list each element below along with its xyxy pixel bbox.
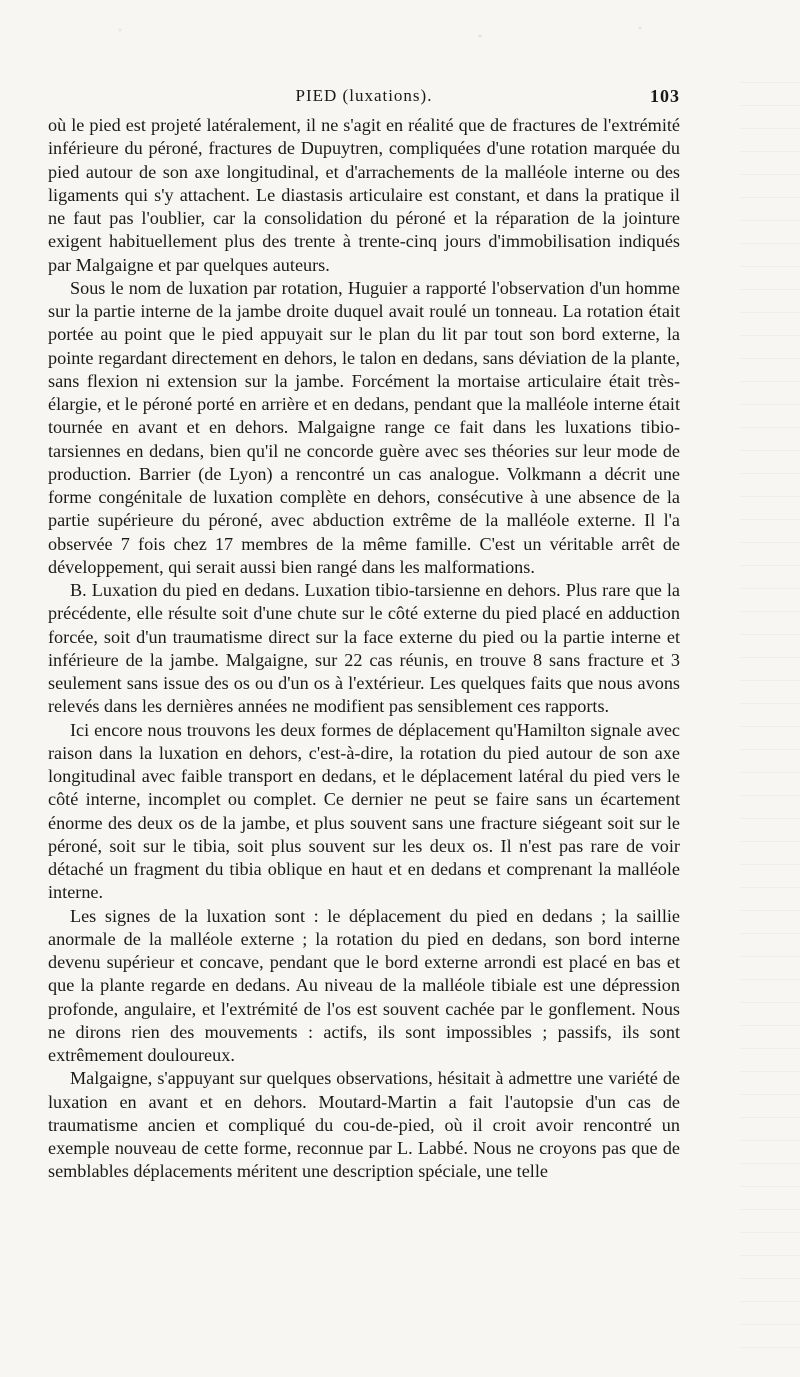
scan-noise (0, 0, 800, 60)
running-header (48, 86, 680, 112)
paragraph: Sous le nom de luxation par rotation, Huguier a rapporté l'observation d'un homme sur la partie interne de la jambe droite duquel avait roulé un tonneau. La rotation était portée au point que le pied appuyait sur le plan du lit par tout son bord externe, la pointe regardant directement en dehors, le talon en dedans, sans déviation de la plante, sans flexion ni extension sur la jambe. Forcément la mortaise articulaire était très-élargie, et le péroné porté en arrière et en dedans, pendant que la malléole interne était tournée en avant et en dehors. Malgaigne range ce fait dans les luxations tibio-tarsiennes en dedans, bien qu'il ne concorde guère avec ses théories sur leur mode de production. Barrier (de Lyon) a rencontré un cas analogue. Volkmann a décrit une forme congénitale de luxation complète en dehors, consécutive à une absence de la partie supérieure du péroné, avec abduction extrême de la malléole externe. Il l'a observée 7 fois chez 17 membres de la même famille. C'est un véritable arrêt de développement, qui serait aussi bien rangé dans les malformations. (48, 277, 680, 577)
paragraph: Malgaigne, s'appuyant sur quelques observations, hésitait à admettre une variété de luxation en avant et en dehors. Moutard-Martin a fait l'autopsie d'un cas de traumatisme ancien et compliqué du cou-de-pied, où il croit avoir rencontré un exemple nouveau de cette forme, reconnue par L. Labbé. Nous ne croyons pas que de semblables déplacements méritent une description spéciale, une telle (48, 1068, 680, 1182)
page-number: 103 (650, 86, 680, 106)
paragraph: Ici encore nous trouvons les deux formes de déplacement qu'Hamilton signale avec raison dans la luxation en dehors, c'est-à-dire, la rotation du pied autour de son axe longitudinal avec faible transport en dedans, et le déplacement latéral du pied vers le côté interne, incomplet ou complet. Ce dernier ne peut se faire sans un écartement énorme des deux os de la jambe, et plus souvent sans une fracture siégeant soit sur le péroné, soit sur le tibia, soit plus souvent sur les deux os. Il n'est pas rare de voir détaché un fragment du tibia oblique en haut et en dedans et comprenant la malléole interne. (48, 719, 680, 903)
paragraph: Les signes de la luxation sont : le déplacement du pied en dedans ; la saillie anormale de la malléole externe ; la rotation du pied en dedans, son bord interne devenu supérieur et concave, pendant que le bord externe arrondi est placé en bas et que la plante regarde en dedans. Au niveau de la malléole tibiale est une dépression profonde, angulaire, et l'extrémité de l'os est souvent cachée par le gonflement. Nous ne dirons rien des mouvements : actifs, ils sont impossibles ; passifs, ils sont extrêmement douloureux. (48, 905, 680, 1065)
body-text (48, 114, 680, 1184)
paragraph: B. Luxation du pied en dedans. Luxation tibio-tarsienne en dehors. Plus rare que la précédente, elle résulte soit d'une chute sur le côté externe du pied placé en adduction forcée, soit d'un traumatisme direct sur la face externe du pied ou la partie interne et inférieure de la jambe. Malgaigne, sur 22 cas réunis, en trouve 8 sans fracture et 3 seulement sans issue des os ou d'un os à l'extérieur. Les quelques faits que nous avons relevés dans les dernières années ne modifient pas sensiblement ces rapports. (48, 580, 680, 717)
paragraph: où le pied est projeté latéralement, il ne s'agit en réalité que de fractures de l'extrémité inférieure du péroné, fractures de Dupuytren, compliquées d'une rotation marquée du pied autour de son axe longitudinal, et d'arrachements de la malléole interne ou des ligaments qui s'y attachent. Le diastasis articulaire est constant, et dans la pratique il ne faut pas l'oublier, car la consolidation du péroné et la réparation de la jointure exigent habituellement plus des trente à trente-cinq jours d'immobilisation indiqués par Malgaigne et par quelques auteurs. (48, 115, 680, 275)
header-title: PIED (luxations). (295, 86, 433, 105)
page-edge (740, 60, 800, 1360)
